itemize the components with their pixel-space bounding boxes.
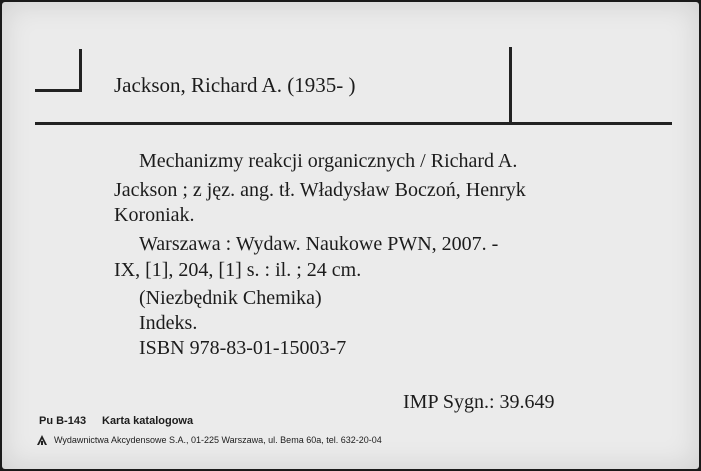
vertical-rule: [509, 47, 512, 124]
title-line-2: Jackson ; z jęz. ang. tł. Władysław Boczoń, Henryk: [114, 179, 526, 201]
corner-mark-horizontal: [35, 89, 82, 92]
horizontal-rule: [35, 122, 672, 125]
catalog-card: [2, 2, 699, 469]
isbn: ISBN 978-83-01-15003-7: [139, 337, 347, 359]
publisher-logo-icon: [36, 434, 48, 446]
publisher-imprint: Wydawnictwa Akcydensowe S.A., 01-225 Warszawa, ul. Bema 60a, tel. 632-20-04: [54, 435, 382, 445]
title-line-1: Mechanizmy reakcji organicznych / Richard A.: [139, 150, 518, 172]
imprint-line-1: Warszawa : Wydaw. Naukowe PWN, 2007. -: [139, 233, 499, 255]
title-line-3: Koroniak.: [114, 204, 195, 226]
author-heading: Jackson, Richard A. (1935- ): [114, 73, 356, 97]
corner-mark-vertical: [79, 49, 82, 91]
index-note: Indeks.: [139, 312, 198, 334]
series-note: (Niezbędnik Chemika): [139, 287, 322, 309]
call-number: IMP Sygn.: 39.649: [403, 391, 555, 413]
form-code: Pu B-143: [39, 415, 87, 427]
form-name: Karta katalogowa: [102, 415, 194, 427]
imprint-line-2: IX, [1], 204, [1] s. : il. ; 24 cm.: [114, 259, 362, 281]
